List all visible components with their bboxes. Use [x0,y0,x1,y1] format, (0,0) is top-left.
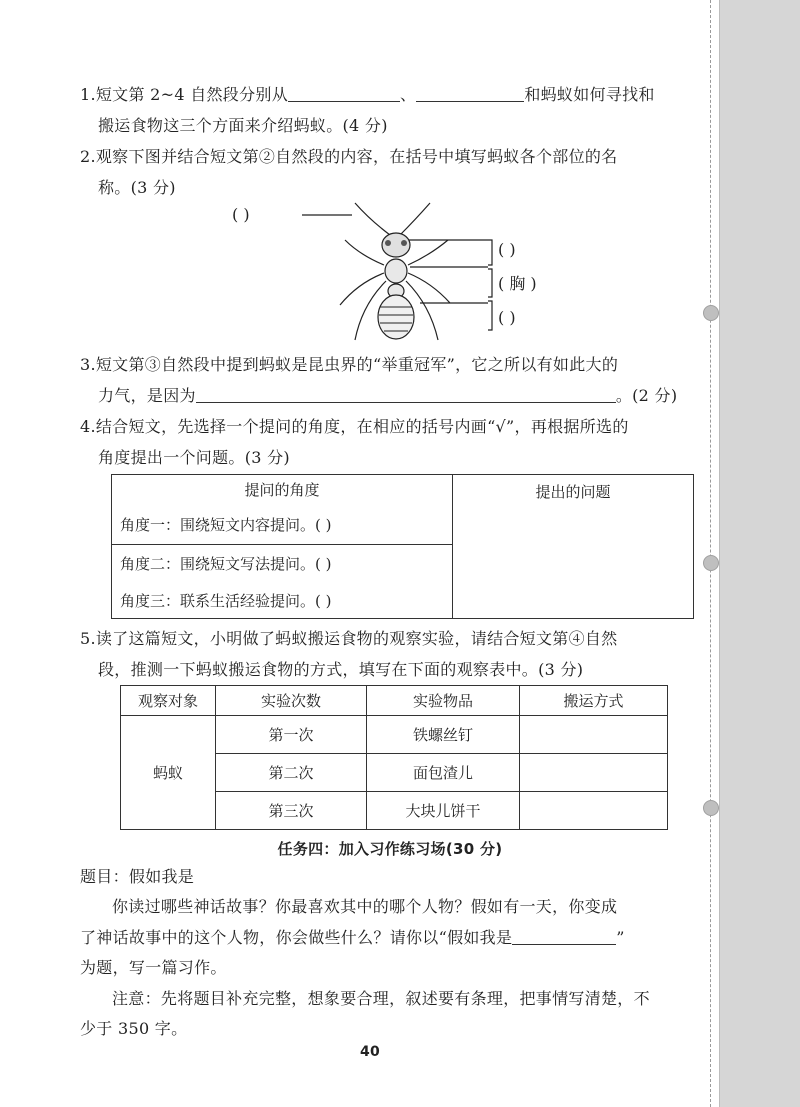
ant-label-antenna[interactable]: ( ) [232,205,250,224]
q4-col1-header: 提问的角度 [112,475,453,505]
q1-line1 [80,84,655,106]
task4-text: 了神话故事中的这个人物，你会做些什么？请你以“假如我是 [80,928,513,947]
q5-item-1: 铁螺丝钉 [367,716,520,754]
q5-subject-cell: 蚂蚁 [121,716,216,830]
q5-table [120,685,668,830]
q3-text-b: 。(2 分) [615,386,678,405]
q1-text: 1.短文第 2~4 自然段分别从 [80,85,289,104]
q5-method-1[interactable] [520,716,668,754]
q3-line1: 3.短文第③自然段中提到蚂蚁是昆虫界的“举重冠军”，它之所以有如此大的 [80,355,619,374]
binding-dash-line [710,0,711,1107]
ant-label-head[interactable]: ( ) [498,240,516,259]
q3-line2 [98,385,677,407]
q5-method-3[interactable] [520,792,668,830]
task4-p2-line2: 少于 350 字。 [80,1019,188,1038]
q5-item-3: 大块儿饼干 [367,792,520,830]
q4-table [111,474,694,619]
q4-line2: 角度提出一个问题。(3 分) [98,448,290,467]
task4-title: 任务四：加入习作练习场(30 分) [277,840,503,858]
q3-blank[interactable] [196,386,616,403]
q5-item-2: 面包渣儿 [367,754,520,792]
task4-p1-line2 [80,927,625,949]
q5-header-method: 搬运方式 [520,686,668,716]
q1-text-b: 和蚂蚁如何寻找和 [524,85,655,104]
q2-line1: 2.观察下图并结合短文第②自然段的内容，在括号中填写蚂蚁各个部位的名 [80,147,618,166]
binding-hole-icon [703,800,719,816]
q4-line1: 4.结合短文，先选择一个提问的角度，在相应的括号内画“√”，再根据所选的 [80,417,629,436]
ant-label-chest: ( 胸 ) [498,274,537,293]
q5-times-2: 第二次 [216,754,367,792]
task4-quote: ” [616,928,625,947]
q5-line1: 5.读了这篇短文，小明做了蚂蚁搬运食物的观察实验，请结合短文第④自然 [80,629,618,648]
q1-line2: 搬运食物这三个方面来介绍蚂蚁。(4 分) [98,116,388,135]
q5-line2: 段，推测一下蚂蚁搬运食物的方式，填写在下面的观察表中。(3 分) [98,660,584,679]
ant-illustration-icon [300,195,500,345]
q2-line2: 称。(3 分) [98,178,176,197]
task4-p1-line1: 你读过哪些神话故事？你最喜欢其中的哪个人物？假如有一天，你变成 [112,897,618,916]
task4-topic: 题目：假如我是 [80,867,195,886]
task4-p2-line1: 注意：先将题目补充完整，想象要合理，叙述要有条理，把事情写清楚，不 [112,989,650,1008]
q4-row-1[interactable]: 角度一：围绕短文内容提问。( ) [112,505,453,545]
binding-hole-icon [703,305,719,321]
page-margin-sidebar [719,0,800,1107]
task4-blank[interactable] [512,928,616,945]
q5-times-3: 第三次 [216,792,367,830]
q5-times-1: 第一次 [216,716,367,754]
q3-text: 力气，是因为 [98,386,196,405]
q4-row-3[interactable]: 角度三：联系生活经验提问。( ) [112,583,453,619]
q5-header-subject: 观察对象 [121,686,216,716]
q1-sep: 、 [400,85,417,104]
q4-answer-cell[interactable] [453,475,694,619]
q5-method-2[interactable] [520,754,668,792]
ant-label-belly[interactable]: ( ) [498,308,516,327]
binding-hole-icon [703,555,719,571]
q1-blank-1[interactable] [288,85,400,102]
q5-header-times: 实验次数 [216,686,367,716]
task4-p1-line3: 为题，写一篇习作。 [80,958,227,977]
page-number: 40 [359,1044,381,1060]
q5-header-item: 实验物品 [367,686,520,716]
q1-blank-2[interactable] [416,85,524,102]
q4-row-2[interactable]: 角度二：围绕短文写法提问。( ) [112,545,453,583]
q4-col2-header: 提出的问题 [535,483,611,501]
